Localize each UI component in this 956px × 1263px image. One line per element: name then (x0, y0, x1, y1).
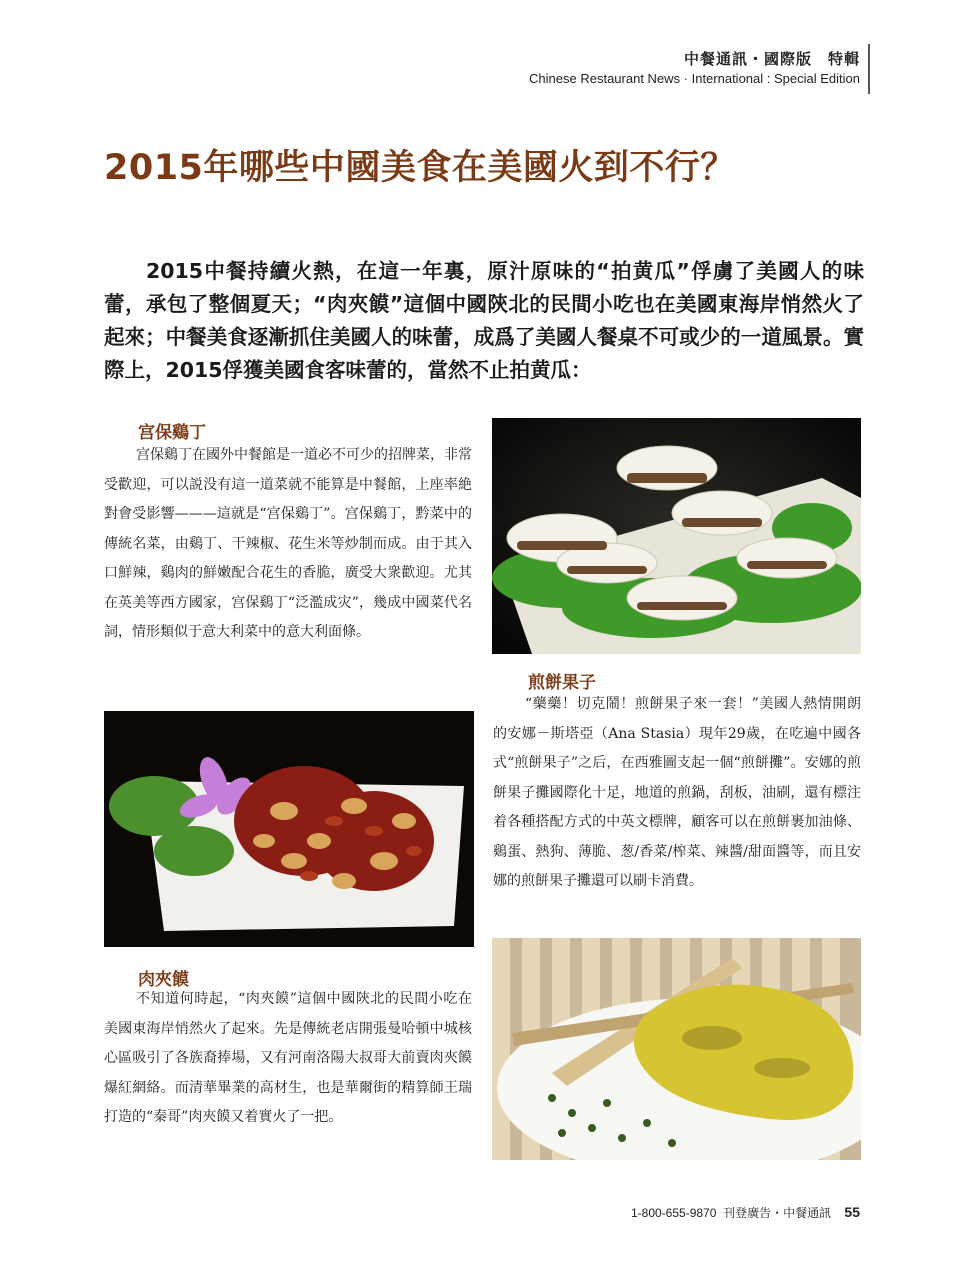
section-title-kungpao: 宫保鷄丁 (138, 423, 206, 443)
page-footer (631, 1204, 860, 1221)
running-header (529, 48, 860, 86)
article-title: 2015年哪些中國美食在美國火到不行？ (104, 148, 736, 188)
section-title-roujiamo: 肉夾饃 (138, 970, 189, 990)
jianbing-photo (492, 938, 861, 1160)
page-number: 55 (844, 1204, 860, 1220)
footer-phone: 1-800-655-9870 (630, 1206, 717, 1220)
section-body-jianbing: “藥藥！切克鬧！煎餅果子來一套！”美國人熱情開朗的安娜－斯塔亞（Ana Stasia）現年29歲，在吃遍中國各式“煎餅果子”之后，在西雅圖支起一個“煎餅攤”。安娜的煎餅果子攤國際化十足，地道的煎鍋，刮板，油刷，還有標注着各種搭配方式的中英文標牌，顧客可以在煎餅裹加油條、鷄蛋、熱狗、薄脆、葱/香菜/榨菜、辣醬/甜面醬等，而且安娜的煎餅果子攤還可以刷卡消費。 (493, 696, 861, 889)
kungpao-chicken-photo (104, 711, 474, 947)
section-body-kungpao: 宫保鷄丁在國外中餐館是一道必不可少的招牌菜，非常受歡迎，可以説没有這一道菜就不能算是中餐館，上座率絶對會受影響———這就是“宫保鷄丁”。宫保鷄丁，黔菜中的傳統名菜，由鷄丁、干辣椒、花生米等炒制而成。由于其入口鮮辣，鷄肉的鮮嫩配合花生的香脆，廣受大衆歡迎。尤其在英美等西方國家，宫保鷄丁“泛濫成灾”，幾成中國菜代名詞，情形類似于意大利菜中的意大利面條。 (104, 447, 472, 640)
section-title-jianbing: 煎餅果子 (528, 673, 596, 693)
roujiamo-photo (492, 418, 861, 654)
article-intro: 2015中餐持續火熱，在這一年裏，原汁原味的“拍黄瓜”俘虜了美國人的味蕾，承包了整個夏天；“肉夾饃”這個中國陝北的民間小吃也在美國東海岸悄然火了起來；中餐美食逐漸抓住美國人的味蕾，成爲了美國人餐桌不可或少的一道風景。實際上，2015俘獲美國食客味蕾的，當然不止拍黄瓜： (104, 259, 864, 382)
footer-label: 刊登廣告・中餐通訊 (723, 1206, 832, 1220)
header-divider (868, 44, 870, 94)
header-title-en: Chinese Restaurant News · International : Special Edition (529, 71, 860, 86)
section-body-roujiamo: 不知道何時起，“肉夾饃”這個中國陝北的民間小吃在美國東海岸悄然火了起來。先是傳統老店開張曼哈頓中城核心區吸引了各族裔捧場，又有河南洛陽大叔哥大前賣肉夾饃爆紅網絡。而清華畢業的高材生，也是華爾街的精算師王瑞打造的“秦哥”肉夾饃又着實火了一把。 (104, 991, 472, 1125)
header-title-cn: 中餐通訊・國際版 特輯 (683, 50, 860, 68)
